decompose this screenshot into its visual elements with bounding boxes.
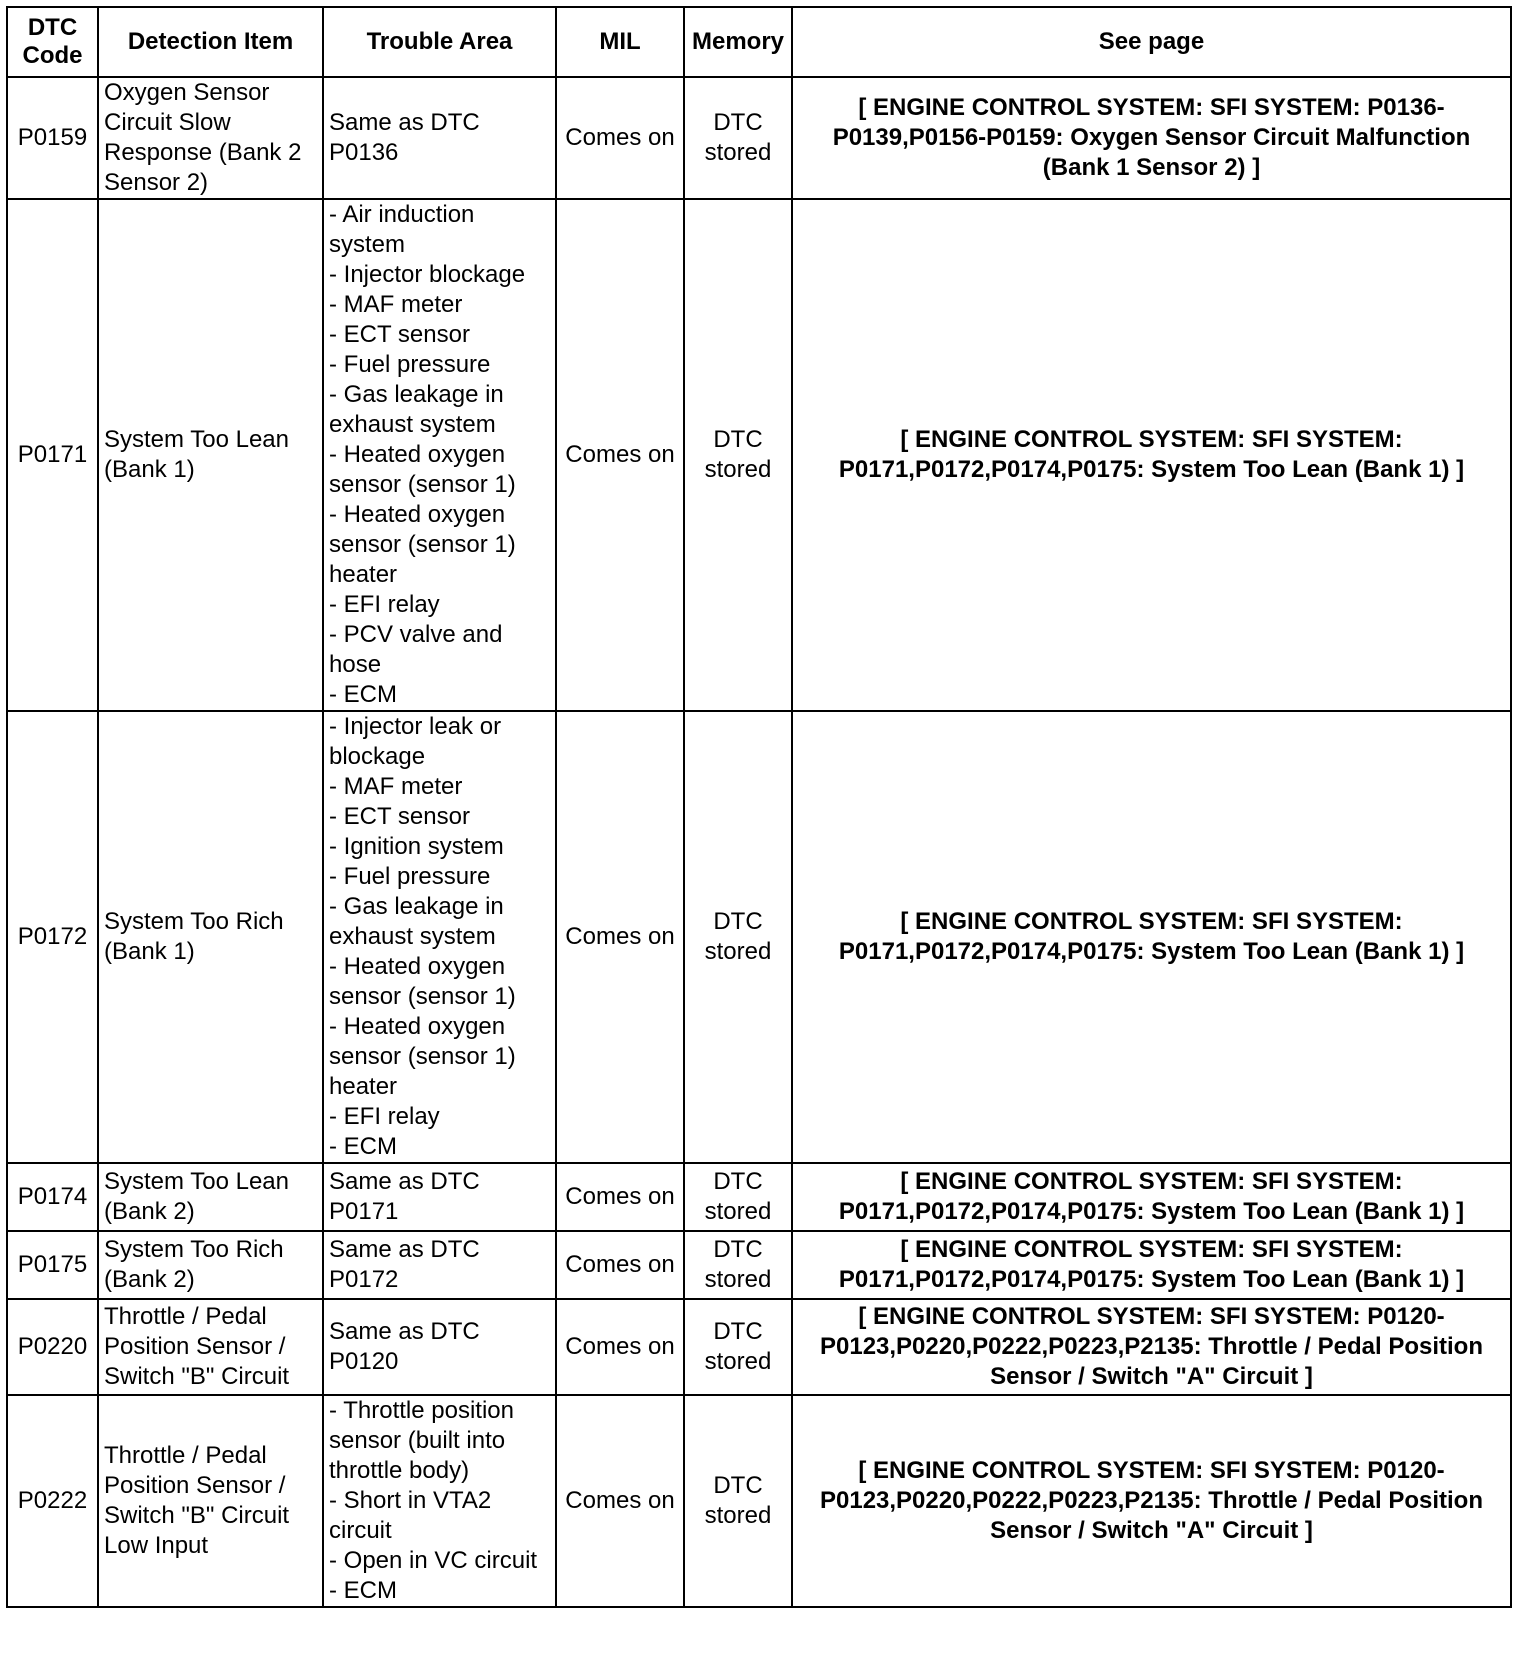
table-row — [7, 77, 1511, 199]
mil-cell: Comes on — [556, 1395, 684, 1607]
trouble-area-line: - EFI relay — [329, 591, 440, 618]
trouble-area-line: - ECT sensor — [329, 803, 470, 830]
trouble-area-line: - MAF meter — [329, 773, 463, 800]
trouble-area-line: - PCV valve and hose — [329, 621, 503, 678]
header-memory: Memory — [684, 7, 792, 77]
memory-cell: DTC stored — [684, 711, 792, 1163]
trouble-area-line: Same as DTC P0171 — [329, 1168, 480, 1225]
trouble-area-line: - Gas leakage in exhaust system — [329, 381, 504, 438]
see-page-link: [ ENGINE CONTROL SYSTEM: SFI SYSTEM: P0136-P0139,P0156-P0159: Oxygen Sensor Circuit Malfunction (Bank 1 Sensor 2) ] — [792, 77, 1511, 199]
trouble-area-cell — [323, 1163, 556, 1231]
trouble-area-cell — [323, 1299, 556, 1395]
table-header — [7, 7, 1511, 77]
detection-item-cell: System Too Lean (Bank 2) — [98, 1163, 323, 1231]
table-row — [7, 199, 1511, 711]
table-row — [7, 1231, 1511, 1299]
header-mil: MIL — [556, 7, 684, 77]
table-row — [7, 1163, 1511, 1231]
trouble-area-line: - Air induction system — [329, 201, 475, 258]
table-body — [7, 77, 1511, 1607]
mil-cell: Comes on — [556, 1299, 684, 1395]
dtc-code-cell: P0220 — [7, 1299, 98, 1395]
trouble-area-line: - Heated oxygen sensor (sensor 1) — [329, 441, 516, 498]
trouble-area-line: - Ignition system — [329, 833, 504, 860]
header-detection-item: Detection Item — [98, 7, 323, 77]
header-see-page: See page — [792, 7, 1511, 77]
mil-cell: Comes on — [556, 711, 684, 1163]
trouble-area-cell — [323, 199, 556, 711]
mil-cell: Comes on — [556, 1231, 684, 1299]
see-page-link: [ ENGINE CONTROL SYSTEM: SFI SYSTEM: P0120-P0123,P0220,P0222,P0223,P2135: Throttle / Pedal Position Sensor / Switch "A" Circuit ] — [792, 1299, 1511, 1395]
trouble-area-line: - ECT sensor — [329, 321, 470, 348]
trouble-area-line: - Gas leakage in exhaust system — [329, 893, 504, 950]
table-row — [7, 1299, 1511, 1395]
header-dtc-code-line-2: Code — [22, 42, 83, 69]
trouble-area-cell — [323, 77, 556, 199]
header-dtc-code — [7, 7, 98, 77]
dtc-table — [6, 6, 1512, 1608]
memory-cell: DTC stored — [684, 1299, 792, 1395]
detection-item-cell: System Too Rich (Bank 2) — [98, 1231, 323, 1299]
header-trouble-area: Trouble Area — [323, 7, 556, 77]
trouble-area-line: - Fuel pressure — [329, 351, 491, 378]
detection-item-cell: System Too Rich (Bank 1) — [98, 711, 323, 1163]
dtc-code-cell: P0222 — [7, 1395, 98, 1607]
see-page-link: [ ENGINE CONTROL SYSTEM: SFI SYSTEM: P0171,P0172,P0174,P0175: System Too Lean (Bank 1) ] — [792, 1231, 1511, 1299]
mil-cell: Comes on — [556, 1163, 684, 1231]
table-row — [7, 711, 1511, 1163]
trouble-area-line: - ECM — [329, 681, 397, 708]
see-page-link: [ ENGINE CONTROL SYSTEM: SFI SYSTEM: P0171,P0172,P0174,P0175: System Too Lean (Bank 1) ] — [792, 199, 1511, 711]
trouble-area-line: - Throttle position sensor (built into throttle body) — [329, 1397, 514, 1484]
trouble-area-line: - Fuel pressure — [329, 863, 491, 890]
mil-cell: Comes on — [556, 199, 684, 711]
trouble-area-line: - Heated oxygen sensor (sensor 1) heater — [329, 501, 516, 588]
memory-cell: DTC stored — [684, 1163, 792, 1231]
trouble-area-line: Same as DTC P0172 — [329, 1236, 480, 1293]
dtc-code-cell: P0172 — [7, 711, 98, 1163]
memory-cell: DTC stored — [684, 77, 792, 199]
header-row — [7, 7, 1511, 77]
header-dtc-code-line-1: DTC — [27, 14, 78, 41]
memory-cell: DTC stored — [684, 1395, 792, 1607]
trouble-area-line: - Short in VTA2 circuit — [329, 1487, 492, 1544]
see-page-link: [ ENGINE CONTROL SYSTEM: SFI SYSTEM: P0120-P0123,P0220,P0222,P0223,P2135: Throttle / Pedal Position Sensor / Switch "A" Circuit ] — [792, 1395, 1511, 1607]
detection-item-cell: Throttle / Pedal Position Sensor / Switch "B" Circuit — [98, 1299, 323, 1395]
table-row — [7, 1395, 1511, 1607]
mil-cell: Comes on — [556, 77, 684, 199]
trouble-area-line: Same as DTC P0136 — [329, 109, 480, 166]
trouble-area-line: - Heated oxygen sensor (sensor 1) heater — [329, 1013, 516, 1100]
trouble-area-cell — [323, 1231, 556, 1299]
trouble-area-line: - ECM — [329, 1577, 397, 1604]
dtc-code-cell: P0159 — [7, 77, 98, 199]
dtc-code-cell: P0174 — [7, 1163, 98, 1231]
see-page-link: [ ENGINE CONTROL SYSTEM: SFI SYSTEM: P0171,P0172,P0174,P0175: System Too Lean (Bank 1) ] — [792, 1163, 1511, 1231]
dtc-code-cell: P0171 — [7, 199, 98, 711]
dtc-code-cell: P0175 — [7, 1231, 98, 1299]
memory-cell: DTC stored — [684, 199, 792, 711]
trouble-area-cell — [323, 711, 556, 1163]
detection-item-cell: System Too Lean (Bank 1) — [98, 199, 323, 711]
trouble-area-line: - EFI relay — [329, 1103, 440, 1130]
trouble-area-cell — [323, 1395, 556, 1607]
trouble-area-line: - MAF meter — [329, 291, 463, 318]
trouble-area-line: Same as DTC P0120 — [329, 1318, 480, 1375]
trouble-area-line: - Injector leak or blockage — [329, 713, 502, 770]
trouble-area-line: - Open in VC circuit — [329, 1547, 538, 1574]
trouble-area-line: - ECM — [329, 1133, 397, 1160]
detection-item-cell: Oxygen Sensor Circuit Slow Response (Bank 2 Sensor 2) — [98, 77, 323, 199]
detection-item-cell: Throttle / Pedal Position Sensor / Switch "B" Circuit Low Input — [98, 1395, 323, 1607]
memory-cell: DTC stored — [684, 1231, 792, 1299]
trouble-area-line: - Injector blockage — [329, 261, 526, 288]
trouble-area-line: - Heated oxygen sensor (sensor 1) — [329, 953, 516, 1010]
see-page-link: [ ENGINE CONTROL SYSTEM: SFI SYSTEM: P0171,P0172,P0174,P0175: System Too Lean (Bank 1) ] — [792, 711, 1511, 1163]
